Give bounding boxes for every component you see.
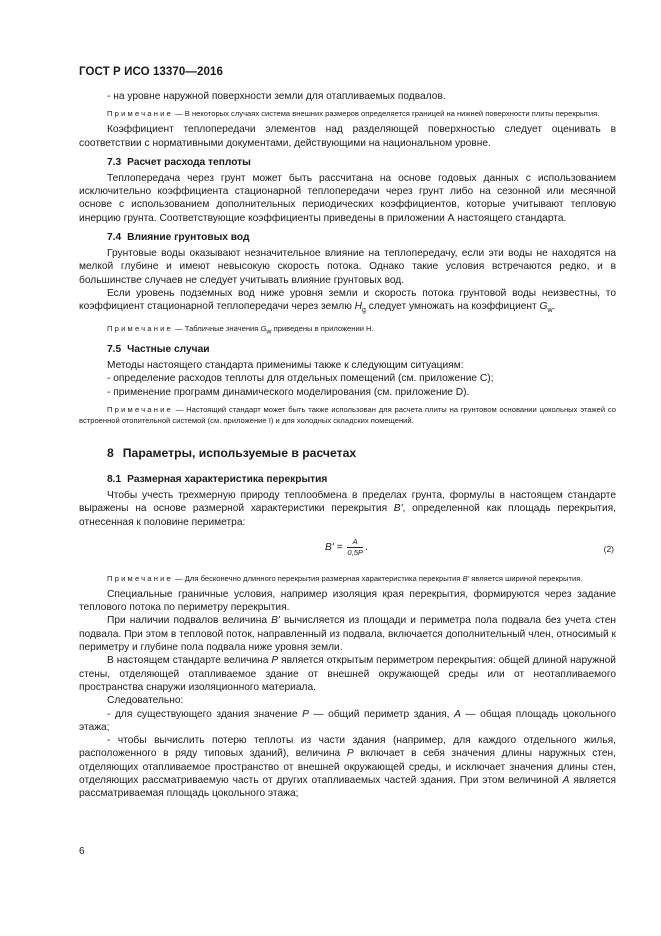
- note-paragraph: Примечание — Настоящий стандарт может быть также использован для расчета плиты на грунтовом основании цокольных этажей со встроенной отопительной системой (см. приложение I) и для холодных складских помещений.: [79, 405, 616, 425]
- paragraph: Методы настоящего стандарта применимы также к следующим ситуациям:: [107, 360, 464, 372]
- paragraph: В настоящем стандарте величина P является открытым периметром перекрытия: общей длиной наружной стены, отделяющей отапливаемое здание от внешней окружающей среды или от неотапливаемого пространства снаружи изоляционного материала.: [79, 655, 616, 693]
- section-heading-7-4: 7.4 Влияние грунтовых вод: [107, 232, 250, 244]
- paragraph: Чтобы учесть трехмерную природу теплообмена в пределах грунта, формулы в настоящем стандарте выражены на основе размерной характеристики перекрытия B', определенной как площадь перекрытия, отнесенная к половине периметра:: [79, 490, 616, 528]
- paragraph: Теплопередача через грунт может быть рассчитана на основе годовых данных с использованием исключительно коэффициента стационарной теплопередачи через грунт либо на сезонной или месячной основе с использованием дополнительных периодических коэффициентов, которые учитывают тепловую инерцию грунта. Соответствующие коэффициенты приведены в приложении А настоящего стандарта.: [79, 172, 616, 224]
- note-label: Примечание: [107, 323, 173, 333]
- paragraph: Коэффициент теплопередачи элементов над разделяющей поверхностью следует оценивать в соответствии с нормативными документами, действующими на национальном уровне.: [79, 124, 616, 149]
- note-label: Примечание: [107, 573, 173, 583]
- list-item: - определение расходов теплоты для отдельных помещений (см. приложение С);: [107, 373, 494, 385]
- formula-number: (2): [603, 543, 614, 554]
- section-heading-7-5: 7.5 Частные случаи: [107, 344, 210, 356]
- note-paragraph: Примечание — В некоторых случаях система внешних размеров определяется границей на нижней поверхности плиты перекрытия.: [107, 109, 600, 119]
- section-heading-7-3: 7.3 Расчет расхода теплоты: [107, 156, 251, 168]
- formula-fraction: $\frac{A}{0,5P}$: [347, 536, 363, 557]
- section-heading-8-1: 8.1 Размерная характеристика перекрытия: [107, 474, 328, 485]
- paragraph: Специальные граничные условия, например изоляция края перекрытия, формируются через задание теплового потока по периметру перекрытия.: [79, 588, 616, 614]
- paragraph: - на уровне наружной поверхности земли для отапливаемых подвалов.: [107, 91, 446, 102]
- note-label: Примечание: [107, 405, 173, 414]
- formula-expression: B' = $\frac{A}{0,5P}$ .: [325, 536, 368, 557]
- paragraph: Если уровень подземных вод ниже уровня земли и скорость потока грунтовой воды неизвестны, то коэффициент стационарной теплопередачи через землю $H_g$ следует умножать на коэффициент $G_w$.: [79, 287, 616, 315]
- page-number: 6: [79, 846, 85, 857]
- list-item: - для существующего здания значение P — общий периметр здания, A — общая площадь цокольного этажа;: [79, 708, 616, 733]
- note-paragraph: Примечание — Табличные значения $G_w$ приведены в приложении Н.: [107, 323, 374, 336]
- formula-2: [79, 533, 616, 567]
- list-item: - применение программ динамического моделирования (см. приложение D).: [107, 386, 470, 398]
- paragraph: Грунтовые воды оказывают незначительное влияние на теплопередачу, если эти воды не находятся на мелкой глубине и имеют невысокую скорость потока. Однако такие условия встречаются редко, и в большинстве случаев не следует учитывать влияние грунтовых вод.: [79, 248, 616, 286]
- list-item: - чтобы вычислить потерю теплоты из части здания (например, для каждого отдельного жилья, расположенного в ряду типовых зданий), величина P включает в себя значения длины наружных стен, отделяющих отапливаемое пространство от внешней окружающей среды, и исключает значения длины стен, отделяющих рассматриваемую часть от других отапливаемых частей здания. При этом величиной A является рассматриваемая площадь цокольного этажа;: [79, 735, 616, 800]
- paragraph: Следовательно:: [107, 695, 184, 707]
- document-header: ГОСТ Р ИСО 13370—2016: [79, 66, 224, 78]
- note-label: Примечание: [107, 109, 173, 119]
- page-content: [79, 90, 616, 801]
- note-paragraph: Примечание — Для бесконечно длинного перекрытия размерная характеристика перекрытия B' является шириной перекрытия.: [107, 573, 583, 583]
- paragraph: При наличии подвалов величина B' вычисляется из площади и периметра пола подвала без учета стен подвала. При этом в тепловой поток, направленный из подвала, включается дополнительный член, относимый к периметру и глубине пола подвала ниже уровня земли.: [79, 615, 616, 654]
- section-heading-8: 8 Параметры, используемые в расчетах: [107, 446, 357, 460]
